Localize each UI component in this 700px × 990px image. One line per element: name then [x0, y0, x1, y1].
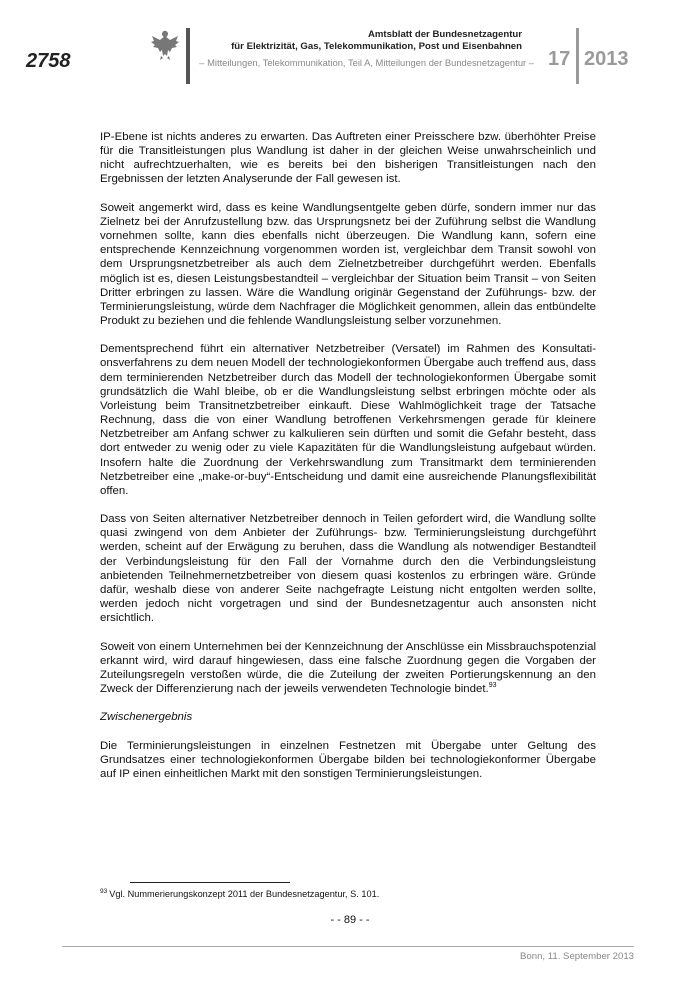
header-divider	[186, 28, 190, 84]
header-title	[196, 29, 522, 53]
federal-eagle-icon	[150, 28, 180, 62]
footnote-reference[interactable]: 93	[488, 682, 497, 690]
header-title-line-2: für Elektrizität, Gas, Telekommunikation, Post und Eisenbahnen	[231, 41, 522, 52]
footnote-separator	[130, 882, 290, 883]
paragraph: Dementsprechend führt ein alternativer Netzbetreiber (Versatel) im Rahmen des Konsultationsverfahrens zu dem neuen Modell der technologiekonformen Übergabe auch treffend aus, dass dem terminierenden Netzbetreiber durch das Modell der technologiekonformen Übergabe somit grundsätzlich die Wahl bleibe, ob er die Wandlungsleistung selbst erbringen möchte oder als Vorleistung beim Transitnetzbetreiber einkauft. Diese Wahlmöglichkeit trage der Tatsache Rechnung, dass die von einer Wandlung betroffenen Verkehrsmengen gerade für kleinere Netzbetreiber am Anfang schwer zu kalkulieren sein dürften und somit die Gefahr besteht, dass dort entweder zu wenig oder zu viele Kapazitäten für die Wandlungsleistung aufgebaut würden. Insofern halte die Zuordnung der Verkehrswandlung zum Transitmarkt dem terminierenden Netzbetreiber eine „make-or-buy“-Entscheidung und damit eine ausreichende Planungsflexibilität offen.	[100, 343, 596, 497]
issue-number: 17	[548, 48, 571, 70]
paragraph: Soweit angemerkt wird, dass es keine Wandlungsentgelte geben dürfe, sondern immer nur das Zielnetz bei der Anrufzustellung bzw. das Ursprungsnetz bei der Zuführung selbst die Wandlung vornehmen sollte, kann dies ebenfalls nicht überzeugen. Die Wandlung kann, sofern eine entsprechende Kennzeichnung vorgenommen worden ist, vergleichbar dem Transit sowohl von dem Ursprungsnetzbetreiber als auch dem Zielnetzbetreiber durchgeführt werden. Ebenfalls möglich ist es, diesen Leistungsbestandteil – vergleichbar der Situation beim Transit – von Seiten Dritter erbringen zu lassen. Wäre die Wandlung originär Gegenstand der Zuführungs- bzw. der Terminierungsleistung, würde dem Nachfrager die Möglichkeit genommen, allein das entbündelte Produkt zu beziehen und die fehlende Wandlungsleistung selber vorzunehmen.	[100, 201, 596, 328]
paragraph	[100, 640, 596, 697]
footer-divider	[62, 946, 634, 947]
paragraph: Dass von Seiten alternativer Netzbetreiber dennoch in Teilen gefordert wird, die Wandlung sollte quasi zwingend von dem Anbieter der Zuführungs- bzw. Terminierungsleistung durchgeführt werden, scheint auf der Erwägung zu beruhen, dass die Wandlung als notwendiger Bestandteil der Verbindungsleistung für den Fall der Vornahme durch den die Verbindungsleistung anbietenden Teilnehmernetzbetreiber von diesem quasi kostenlos zu erbringen wäre. Gründe dafür, weshalb diese von anderer Seite nachgefragte Leistung nicht entgolten werden sollte, werden jedoch nicht vorgetragen und sind der Bundesnetzagentur auch ansonsten nicht ersichtlich.	[100, 513, 596, 625]
paragraph: Die Terminierungsleistungen in einzelnen Festnetzen mit Übergabe unter Geltung des Grundsatzes einer technologiekonformen Übergabe bilden bei technologiekonformer Übergabe auf IP einen einheitlichen Markt mit den sonstigen Terminierungsleistungen.	[100, 739, 596, 780]
paragraph: IP-Ebene ist nichts anderes zu erwarten. Das Auftreten einer Preisschere bzw. überhöhter Preise für die Transitleistungen plus Wandlung ist daher in der gleichen Weise unwahrscheinlich und nicht aufrechtzuerhalten, wie es bereits bei den bisherigen Transitleistungen nach den Ergebnissen der letzten Analyserunde der Fall gewesen ist.	[100, 131, 596, 186]
header-subtitle: – Mitteilungen, Telekommunikation, Teil A, Mitteilungen der Bundesnetzagentur –	[199, 57, 534, 68]
page-number: 2758	[26, 50, 71, 72]
issue-year: 2013	[584, 48, 629, 70]
page-center-number: - - 89 - -	[330, 914, 370, 926]
footer-date: Bonn, 11. September 2013	[520, 951, 634, 962]
section-subheading: Zwischenergebnis	[100, 711, 193, 724]
issue-divider	[576, 28, 579, 84]
footnote-number: 93	[100, 887, 108, 895]
footnote-text: Vgl. Nummerierungskonzept 2011 der Bundesnetzagentur, S. 101.	[109, 889, 380, 899]
paragraph-text: Soweit von einem Unternehmen bei der Kennzeichnung der Anschlüsse ein Missbrauchspotenzial erkannt wird, wird darauf hingewiesen, dass eine falsche Zuordnung gegen die Vorgaben der Zuteilungsregeln verstoßen würde, die die Zuteilung der zweiten Portierungskennung an den Zweck der Differenzierung nach der jeweils verwendeten Technologie bindet.	[100, 640, 596, 696]
main-content	[100, 130, 596, 795]
header-title-line-1: Amtsblatt der Bundesnetzagentur	[367, 29, 522, 40]
footnote	[100, 889, 379, 899]
